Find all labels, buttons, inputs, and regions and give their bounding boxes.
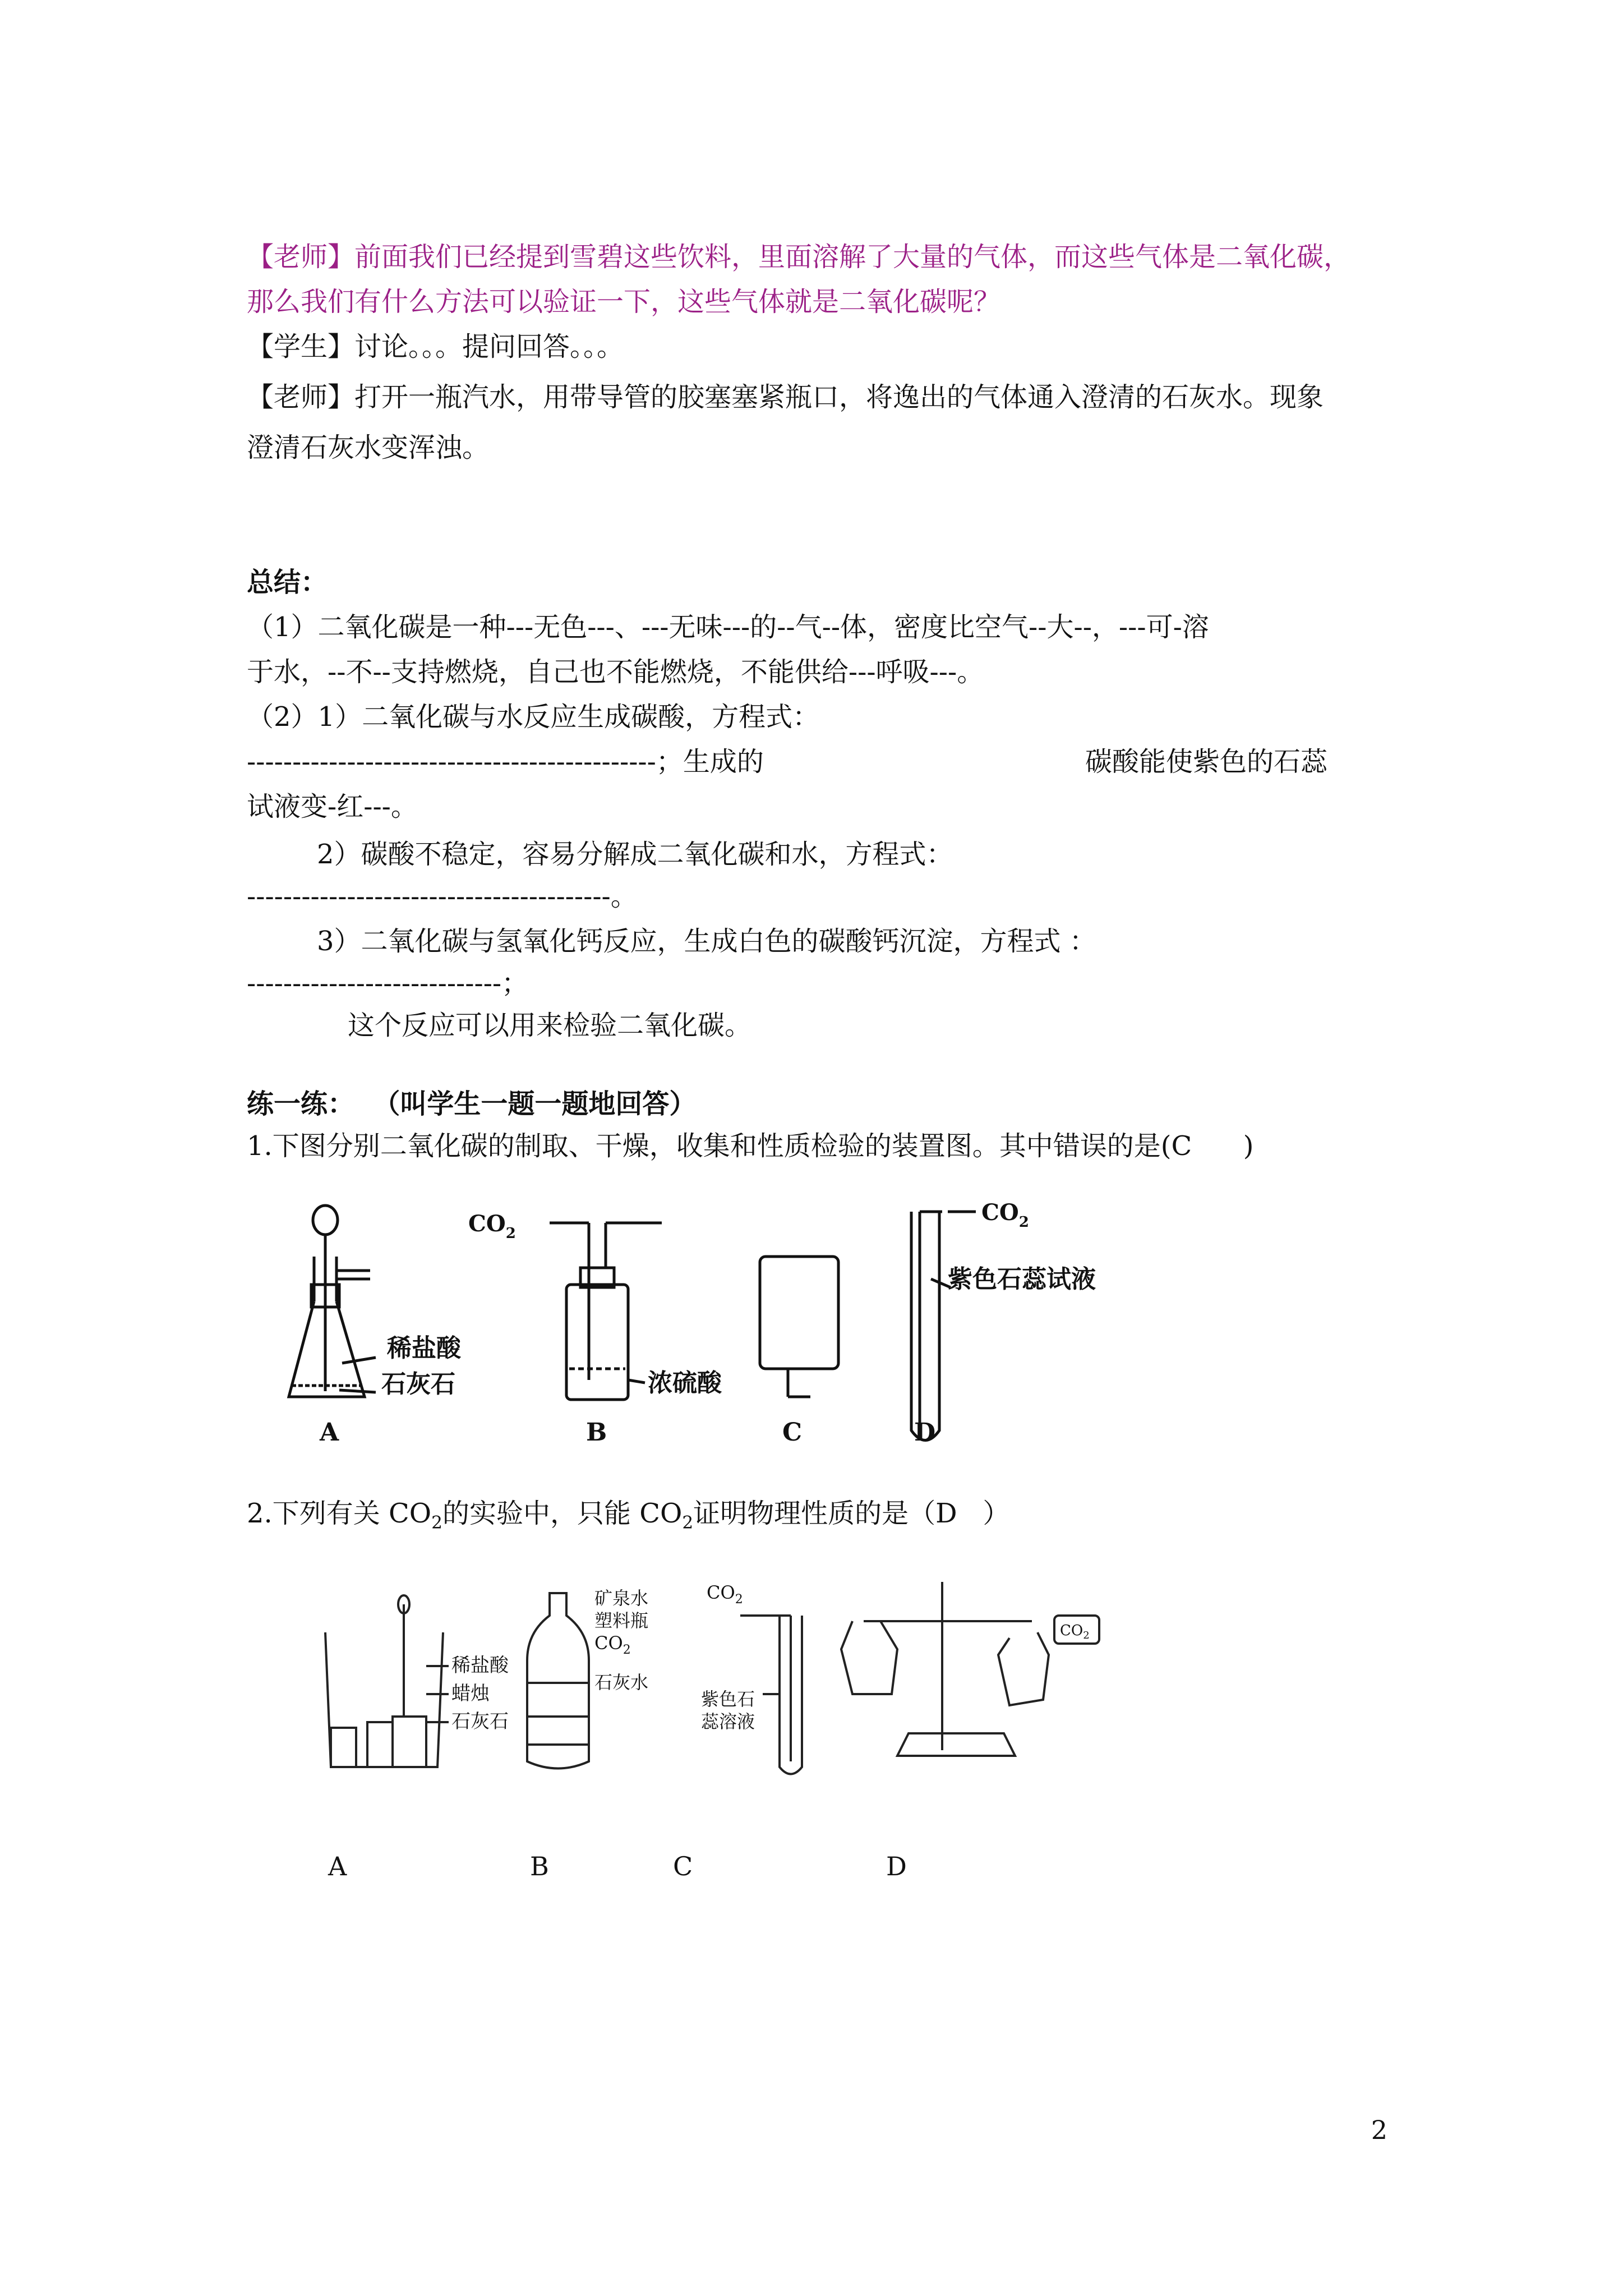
teacher-answer-line-1: 【老师】打开一瓶汽水，用带导管的胶塞塞紧瓶口，将逸出的气体通入澄清的石灰水。现象 — [247, 381, 1324, 413]
question-2-part-1: 2.下列有关 CO — [247, 1498, 432, 1529]
question-2-subscript-2: 2 — [682, 1512, 694, 1533]
fig1-b-co2-label: CO — [468, 1211, 506, 1237]
question-2-part-2: 的实验中，只能 CO — [442, 1498, 683, 1529]
summary-p2-line-1: （2）1）二氧化碳与水反应生成碳酸，方程式： — [247, 701, 820, 733]
teacher-question-line-2: 那么我们有什么方法可以验证一下，这些气体就是二氧化碳呢？ — [247, 286, 1001, 318]
summary-p2-tail: 碳酸能使紫色的石蕊 — [1085, 746, 1328, 777]
fig1-caption-b: B — [586, 1418, 607, 1447]
fig1-d-co2-subscript: 2 — [1018, 1214, 1029, 1231]
fig1-a-acid-label: 稀盐酸 — [387, 1334, 461, 1363]
summary-p4-dash-line: ----------------------------； — [247, 968, 529, 999]
apparatus-figure-1 — [280, 1189, 1122, 1453]
apparatus-figure-2 — [314, 1582, 1183, 1784]
fig1-a-stone-label: 石灰石 — [381, 1370, 455, 1398]
question-1: 1.下图分别二氧化碳的制取、干燥，收集和性质检验的装置图。其中错误的是(C ) — [247, 1130, 1254, 1162]
fig2-c-co2-subscript: 2 — [735, 1593, 743, 1607]
summary-heading: 总结： — [247, 567, 328, 598]
svg-text:CO2 — [594, 1632, 631, 1657]
fig1-caption-c: C — [782, 1418, 803, 1447]
fig1-caption-a: A — [320, 1418, 339, 1447]
fig2-b-label-1: 矿泉水 — [594, 1588, 649, 1609]
fig2-b-label-3: CO — [594, 1632, 623, 1654]
question-2-subscript-1: 2 — [431, 1512, 442, 1533]
fig2-c-label-2: 蕊溶液 — [701, 1711, 755, 1732]
summary-p1-line-2: 于水，--不--支持燃烧，自己也不能燃烧，不能供给---呼吸---。 — [247, 656, 984, 688]
fig2-b-label-2: 塑料瓶 — [594, 1610, 649, 1631]
svg-text:CO2 — [468, 1211, 516, 1242]
fig2-b-label-4: 石灰水 — [594, 1672, 649, 1693]
svg-text:CO2 — [707, 1582, 743, 1607]
summary-p2-line-3: 试液变-红---。 — [247, 791, 418, 822]
fig1-b-co2-subscript: 2 — [505, 1225, 516, 1242]
summary-p2-dash-line: ---------------------------------------------；生成的 — [247, 746, 764, 777]
svg-text:CO2 — [981, 1199, 1029, 1231]
fig2-a-label-2: 蜡烛 — [451, 1682, 490, 1705]
question-2 — [247, 1498, 1009, 1534]
q2-caption-a: A — [328, 1851, 347, 1881]
page-number: 2 — [1371, 2115, 1387, 2145]
summary-p4-line-3: 这个反应可以用来检验二氧化碳。 — [348, 1010, 752, 1041]
fig2-c-label-1: 紫色石 — [701, 1688, 755, 1710]
fig2-b-co2-subscript: 2 — [623, 1643, 631, 1657]
summary-p3-dash-line: ----------------------------------------。 — [247, 881, 638, 912]
svg-text:CO2 — [1060, 1622, 1090, 1641]
summary-p4-line-1: 3）二氧化碳与氢氧化钙反应，生成白色的碳酸钙沉淀，方程式 ： — [317, 926, 1096, 957]
q2-caption-d: D — [886, 1851, 907, 1881]
student-response: 【学生】讨论。。。提问回答。。。 — [247, 331, 624, 362]
fig2-a-label-3: 石灰石 — [451, 1710, 509, 1733]
q2-caption-c: C — [673, 1851, 693, 1881]
fig1-caption-d: D — [914, 1418, 936, 1447]
fig2-a-label-1: 稀盐酸 — [451, 1654, 509, 1677]
summary-p3-line-1: 2）碳酸不稳定，容易分解成二氧化碳和水，方程式： — [317, 839, 953, 870]
fig2-c-co2-label: CO — [707, 1582, 735, 1603]
q2-caption-b: B — [530, 1851, 549, 1881]
fig1-d-label: 紫色石蕊试液 — [948, 1265, 1096, 1294]
fig1-d-co2-label: CO — [981, 1199, 1019, 1226]
practice-heading: 练一练： （叫学生一题一题地回答） — [247, 1088, 697, 1120]
fig2-d-co2-label: CO — [1060, 1622, 1083, 1639]
teacher-answer-line-2: 澄清石灰水变浑浊。 — [247, 432, 490, 463]
fig1-b-acid-label: 浓硫酸 — [648, 1369, 722, 1397]
question-2-part-3: 证明物理性质的是（D ） — [693, 1498, 1010, 1529]
fig2-d-co2-subscript: 2 — [1083, 1630, 1090, 1641]
teacher-question-line-1: 【老师】前面我们已经提到雪碧这些饮料，里面溶解了大量的气体，而这些气体是二氧化碳， — [247, 241, 1351, 273]
summary-p1-line-1: （1）二氧化碳是一种---无色---、---无味---的--气--体，密度比空气--大--，---可-溶 — [247, 611, 1209, 643]
